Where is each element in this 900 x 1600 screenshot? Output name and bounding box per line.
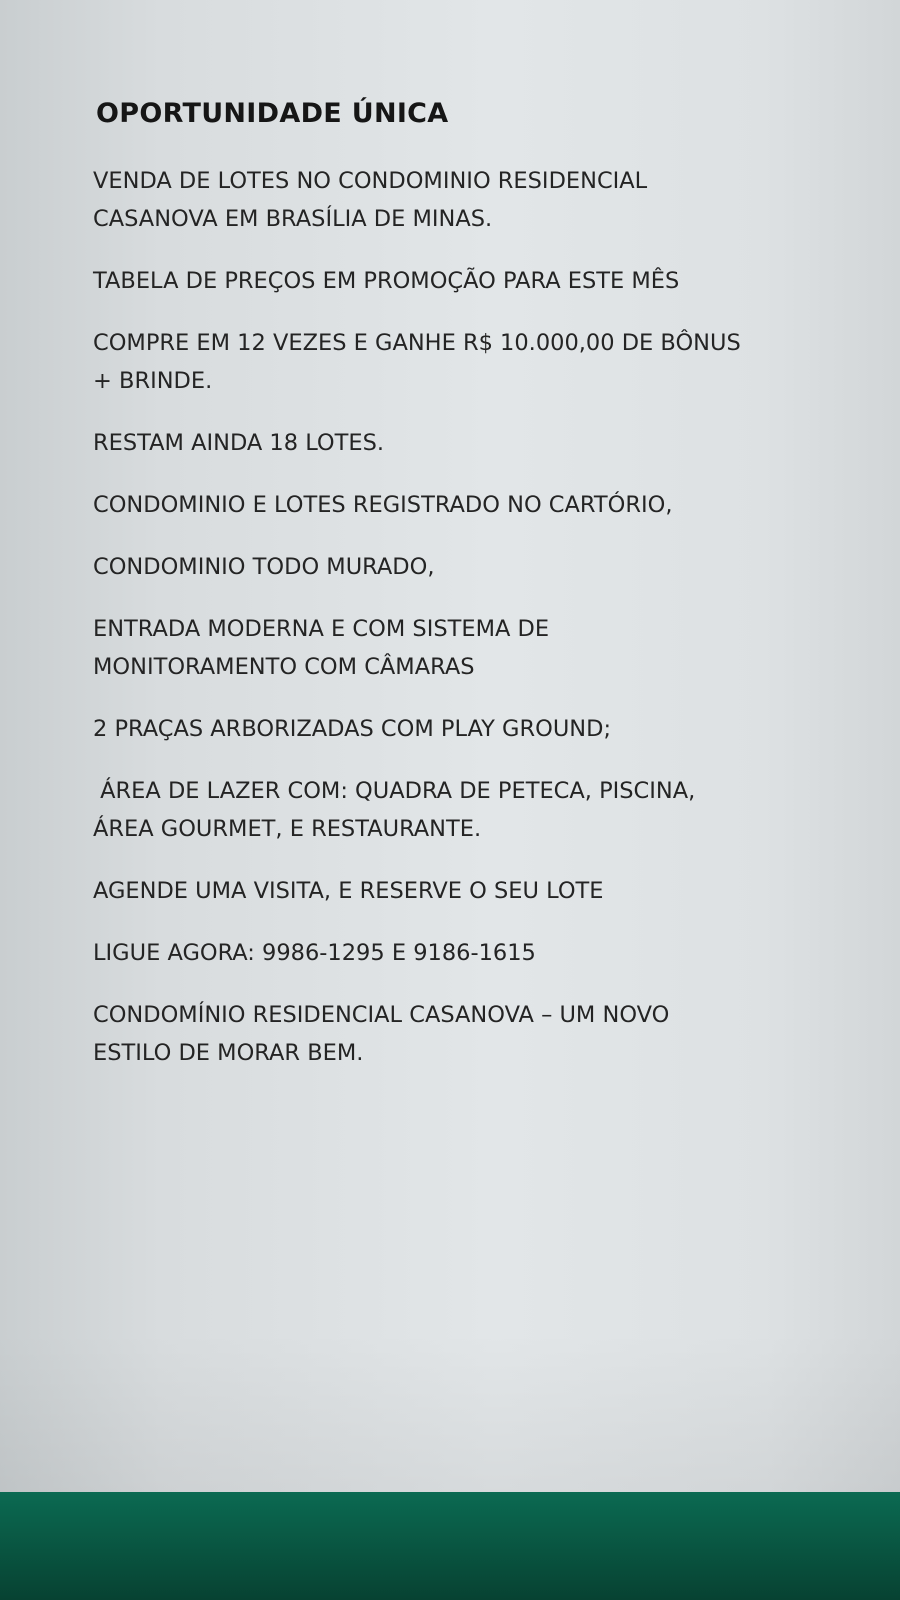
paragraph-phone: LIGUE AGORA: 9986-1295 E 9186-1615: [93, 940, 536, 966]
paragraph-leisure: ÁREA DE LAZER COM: QUADRA DE PETECA, PISCINA, ÁREA GOURMET, E RESTAURANTE.: [93, 778, 696, 842]
flyer-title: OPORTUNIDADE ÚNICA: [96, 98, 449, 129]
paragraph-price-table: TABELA DE PREÇOS EM PROMOÇÃO PARA ESTE MÊS: [93, 268, 680, 294]
paragraph-slogan: CONDOMÍNIO RESIDENCIAL CASANOVA – UM NOVO ESTILO DE MORAR BEM.: [93, 1002, 670, 1066]
paragraph-sale: VENDA DE LOTES NO CONDOMINIO RESIDENCIAL CASANOVA EM BRASÍLIA DE MINAS.: [93, 168, 648, 232]
paragraph-bonus: COMPRE EM 12 VEZES E GANHE R$ 10.000,00 DE BÔNUS + BRINDE.: [93, 330, 741, 394]
paragraph-remaining-lots: RESTAM AINDA 18 LOTES.: [93, 430, 385, 456]
paragraph-entrance: ENTRADA MODERNA E COM SISTEMA DE MONITORAMENTO COM CÂMARAS: [93, 616, 550, 680]
paragraph-walled: CONDOMINIO TODO MURADO,: [93, 554, 435, 580]
paragraph-schedule-visit: AGENDE UMA VISITA, E RESERVE O SEU LOTE: [93, 878, 604, 904]
flyer-content: [93, 98, 873, 1096]
green-surface: [0, 1492, 900, 1600]
paragraph-squares: 2 PRAÇAS ARBORIZADAS COM PLAY GROUND;: [93, 716, 612, 742]
paragraph-registry: CONDOMINIO E LOTES REGISTRADO NO CARTÓRIO,: [93, 492, 673, 518]
